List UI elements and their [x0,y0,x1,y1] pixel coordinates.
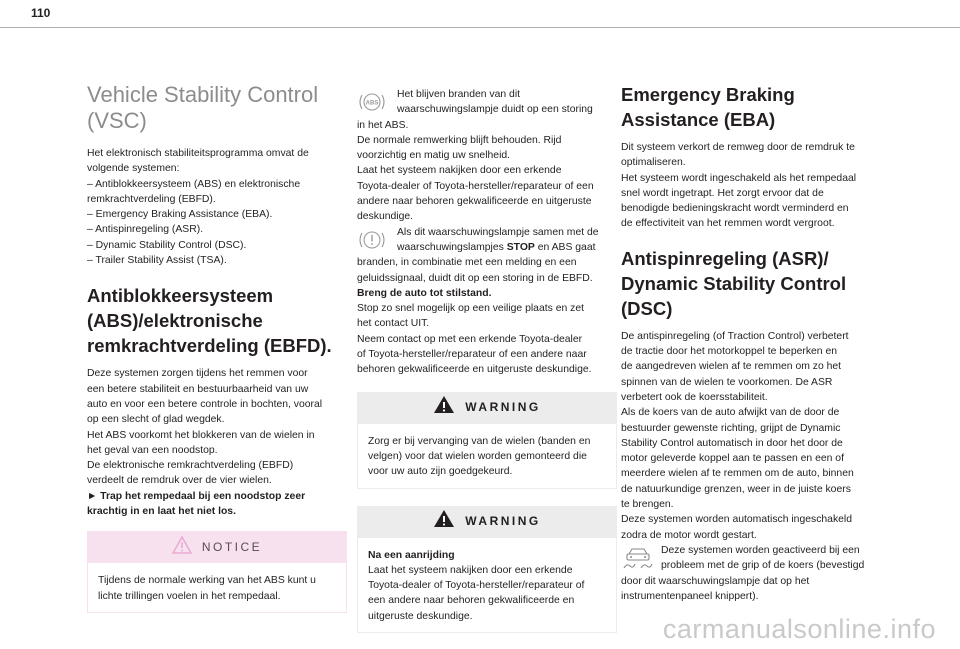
text-line: Deze systemen zorgen tijdens het remmen voor [87,368,308,380]
warning-title: WARNING [465,513,541,528]
text-line: – Trailer Stability Assist (TSA). [87,255,227,267]
warning-subtitle: Na een aanrijding [368,549,455,561]
svg-text:ABS: ABS [365,100,379,107]
text-line: optimaliseren. [621,157,686,169]
abs-warning-light-icon [357,90,387,119]
notice-body [87,563,347,613]
notice-triangle-icon [172,536,192,559]
notice-title: NOTICE [201,539,263,554]
abs-title-line3: remkrachtverdeling (EBFD). [87,335,332,357]
text-line: een andere naar behoren gekwalificeerde en [368,595,575,607]
text-line [397,240,617,255]
column-right [621,82,881,604]
text-line: Stop zo snel mogelijk op een veilige plaats en zet [357,303,585,315]
abs-instruction-line1: ► Trap het rempedaal bij een noodstop zeer [87,490,306,502]
text-fragment: waarschuwingslampjes [397,241,507,253]
text-line: of Toyota-hersteller/reparateur of een andere naar [357,349,587,361]
text-line: de effectiviteit van het remmen wordt vergroot. [621,218,835,230]
asr-body [621,329,881,543]
text-line: verbetert ook de koersstabiliteit. [621,391,768,403]
text-fragment: en ABS gaat [534,241,596,253]
text-line: bestuurder gewenste richting, grijpt de Dynamic [621,422,841,434]
abs-warning-paragraph [357,87,617,118]
vsc-title-line1: Vehicle Stability Control [87,82,319,107]
text-line: – Emergency Braking Assistance (EBA). [87,209,273,221]
vsc-intro [87,146,347,268]
stop-label: STOP [506,241,535,253]
eba-title-line1: Emergency Braking [621,84,795,105]
text-line: Deze systemen worden geactiveerd bij een [661,544,860,556]
abs-instruction-line2: krachtig in en laat het niet los. [87,506,236,518]
warning-body [357,538,617,633]
text-line: Toyota-dealer of Toyota-hersteller/reparateur of een [357,180,594,192]
text-line: Toyota-dealer of Toyota-hersteller/reparateur of [368,580,585,592]
text-line: De antispinregeling (of Traction Control) verbetert [621,330,849,342]
eba-title [621,82,881,132]
text-line: in het ABS. [357,119,409,131]
text-line: Tijdens de normale werking van het ABS kunt u [98,575,316,587]
text-line: Laat het systeem nakijken door een erkende [357,165,562,177]
text-line: benodigde bedieningskracht wordt verminderd en [621,203,849,215]
abs-title-line1: Antiblokkeersysteem [87,285,274,307]
text-line: – Dynamic Stability Control (DSC). [87,239,247,251]
text-line: het geval van een noodstop. [87,444,218,456]
text-line: de aangedreven wielen af te remmen om zo het [621,361,842,373]
brake-warning-paragraph [357,225,617,256]
vsc-title [87,82,347,134]
column-left [87,82,347,613]
text-line: volgende systemen: [87,163,180,175]
abs-body [87,366,347,519]
asr-title-line1: Antispinregeling (ASR)/ [621,247,829,269]
warning-triangle-icon [433,395,455,419]
vsc-title-line2: (VSC) [87,108,147,133]
warning-body [357,424,617,489]
text-line: – Antispinregeling (ASR). [87,224,204,236]
text-line: geluidssignaal, duidt dit op een storing in de EBFD. [357,272,593,284]
text-line: Zorg er bij vervanging van de wielen (banden en [368,435,591,447]
text-line: voor uw auto zijn goedgekeurd. [368,466,513,478]
text-line: te brengen. [621,499,674,511]
text-line: de natuurkundige grenzen, weer in de juiste koers [621,483,851,495]
text-line: probleem met de grip of de koers (bevestigd [661,560,865,572]
text-line: lichte trillingen voelen in het rempedaal. [98,590,281,602]
dsc-warning-paragraph [621,543,881,574]
text-line: auto en voor een betere controle in bochten, vooral [87,398,323,410]
text-line: voorzichtig en matig uw snelheid. [357,150,511,162]
asr-title [621,246,881,321]
warning-box-collision [357,506,617,633]
text-line: Het blijven branden van dit [397,89,521,100]
text-line: De normale remwerking blijft behouden. Rijd [357,134,562,146]
warning-triangle-icon [433,509,455,533]
text-line: Het systeem wordt ingeschakeld als het rempedaal [621,172,857,184]
text-line: Stability Control automatisch in door het door de [621,437,843,449]
text-line: andere naar behoren gekwalificeerde en uitgeruste [357,196,592,208]
text-line: spinnen van de wielen te voorkomen. De ASR [621,376,833,388]
text-line: meerdere wielen af te remmen om de auto, binnen [621,468,854,480]
text-line: waarschuwingslampje duidt op een storing [397,104,593,116]
top-rule [0,27,960,28]
page-number: 110 [31,6,51,20]
eba-title-line2: Assistance (EBA) [621,109,776,130]
column-middle [357,87,617,633]
text-line: uitgeruste deskundige. [368,610,473,622]
abs-title [87,283,347,358]
text-line: Het elektronisch stabiliteitsprogramma omvat de [87,148,309,159]
text-line: het contact UIT. [357,318,430,330]
warning-header [357,392,617,424]
text-line: branden, in combinatie met een melding en een [357,257,577,269]
text-line: – Antiblokkeersysteem (ABS) en elektronische [87,178,301,190]
warning-box-wheels [357,392,617,489]
text-line: zodra de motor wordt gestart. [621,529,757,541]
skid-car-icon [621,546,655,577]
warning-title: WARNING [465,399,541,414]
text-line: De elektronische remkrachtverdeling (EBFD) [87,460,294,472]
asr-title-line2: Dynamic Stability Control [621,272,847,294]
text-line: Het ABS voorkomt het blokkeren van de wielen in [87,429,315,441]
asr-title-line3: (DSC) [621,297,673,319]
text-line: behoren gekwalificeerde en uitgeruste deskundige. [357,364,592,376]
text-line: Neem contact op met een erkende Toyota-dealer [357,333,583,345]
text-line: Als dit waarschuwingslampje samen met de [397,226,599,238]
text-line: Deze systemen worden automatisch ingeschakeld [621,514,853,526]
stop-vehicle-instruction: Breng de auto tot stilstand. [357,287,492,299]
text-line: Dit systeem verkort de remweg door de remdruk te [621,142,855,153]
text-line: een betere stabiliteit en bestuurbaarheid van uw [87,383,309,395]
text-line: velgen) voor dat wielen worden gemonteerd die [368,450,587,462]
text-line: snel wordt ingetrapt. Het zorgt ervoor dat de [621,187,824,199]
text-line: Laat het systeem nakijken door een erkende [368,564,573,576]
eba-body [621,140,881,232]
text-line: de tractie door het motorkoppel te beperken en [621,346,838,358]
text-line: Als de koers van de auto afwijkt van de door de [621,407,840,419]
text-line: motor geleverde koppel aan te passen en een of [621,453,844,465]
notice-box [87,531,347,613]
notice-header [87,531,347,563]
text-line: instrumentenpaneel knippert). [621,590,759,602]
watermark: carmanualsonline.info [662,614,936,644]
brake-warning-light-icon [357,228,387,257]
abs-title-line2: (ABS)/elektronische [87,310,263,332]
text-line: verdeelt de remdruk over de vier wielen. [87,475,272,487]
text-line: op een slecht of glad wegdek. [87,414,225,426]
text-line: door dit waarschuwingslampje dat op het [621,575,810,587]
warning-header [357,506,617,538]
text-line: deskundige. [357,211,414,223]
text-line: remkrachtverdeling (EBFD). [87,193,216,205]
